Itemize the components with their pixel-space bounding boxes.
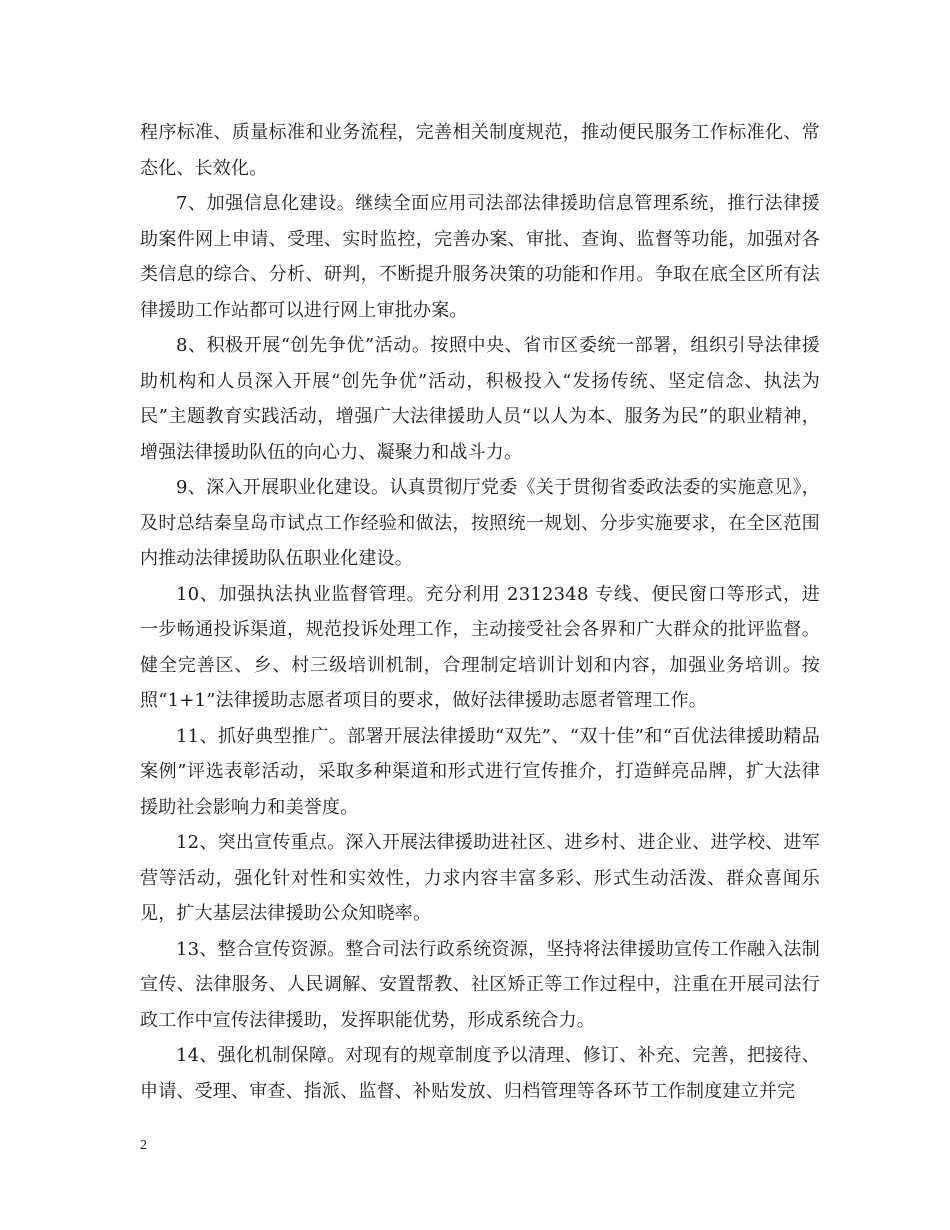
text-line: 对各类信息的综合、分析、研判，不断提升服务决策的功能和作用。争取在底全区: [140, 228, 821, 285]
paragraph-p9: [140, 470, 820, 577]
text-line: 14、强化机制保障。对现有的规章制度予以清理、修订、补充、完善，把接待、: [176, 1045, 820, 1066]
text-line: 12、突出宣传重点。深入开展法律援助进社区、进乡村、进企业、进学校、进: [176, 832, 802, 853]
paragraph-p8: [140, 328, 820, 470]
text-line: 7、加强信息化建设。继续全面应用司法部法律援助信息管理系统，推行法律: [176, 193, 802, 214]
text-line: 常态化、长效化。: [140, 122, 820, 179]
text-line: 职业精神，增强法律援助队伍的向心力、凝聚力和战斗力。: [140, 406, 820, 463]
text-line: 步畅通投诉渠道，规范投诉处理工作，主动接受社会各界和广大群众的批评监督。: [158, 619, 820, 640]
text-line: 法行政工作中宣传法律援助，发挥职能优势，形成系统合力。: [140, 974, 821, 1031]
text-line: 扩大法律援助社会影响力和美誉度。: [140, 761, 820, 818]
paragraph-p14: [140, 1038, 820, 1109]
text-line: 所有法律援助工作站都可以进行网上审批办案。: [140, 264, 820, 321]
text-line: 申请、受理、审查、指派、监督、补贴发放、归档管理等各环节工作制度建立并完: [140, 1080, 796, 1102]
text-line: 见》，及时总结秦皇岛市试点工作经验和做法，按照统一规划、分步实施要求，在: [140, 477, 820, 534]
text-line: 乐见，扩大基层法律援助公众知晓率。: [140, 867, 820, 924]
text-line: 制宣传、法律服务、人民调解、安置帮教、社区矫正等工作过程中，注重在开展司: [140, 938, 820, 995]
text-line: 军营等活动，强化针对性和实效性，力求内容丰富多彩、形式生动活泼、群众喜闻: [140, 832, 820, 889]
text-line: 律援助机构和人员深入开展“创先争优”活动，积极投入“发扬传统、坚定信念、: [140, 335, 821, 392]
paragraph-cont: [140, 115, 820, 186]
text-line: 11、抓好典型推广。部署开展法律援助“双先”、“双十佳”和“百优法律援: [176, 725, 765, 747]
text-line: 健全完善区、乡、村三级培训机制，合理制定培训计划和内容，加强业务培训。按: [140, 654, 820, 676]
text-line: 10、加强执法执业监督管理。充分利用 2312348 专线、便民窗口等形式，进一: [140, 583, 820, 640]
text-line: 照“1+1”法律援助志愿者项目的要求，做好法律援助志愿者管理工作。: [140, 690, 707, 711]
text-line: 援助案件网上申请、受理、实时监控，完善办案、审批、查询、监督等功能，加强: [140, 193, 820, 250]
text-line: 9、深入开展职业化建设。认真贯彻厅党委《关于贯彻省委政法委的实施意: [176, 477, 775, 498]
text-line: 执法为民”主题教育实践活动，增强广大法律援助人员“以人为本、服务为民”的: [140, 370, 820, 427]
text-line: 全区范围内推动法律援助队伍职业化建设。: [140, 512, 820, 569]
text-line: 8、积极开展“创先争优”活动。按照中央、省市区委统一部署，组织引导法: [176, 335, 784, 356]
text-line: 助精品案例”评选表彰活动，采取多种渠道和形式进行宣传推介，打造鲜亮品牌，: [140, 725, 820, 782]
text-line: 13、整合宣传资源。整合司法行政系统资源，坚持将法律援助宣传工作融入法: [176, 938, 802, 960]
paragraph-p13: [140, 932, 820, 1039]
paragraph-p10: [140, 577, 820, 719]
document-body: [140, 115, 820, 1109]
text-line: 程序标准、质量标准和业务流程，完善相关制度规范，推动便民服务工作标准化、: [140, 122, 802, 143]
paragraph-p11: [140, 719, 820, 826]
page-number: 2: [140, 1138, 147, 1153]
paragraph-p7: [140, 186, 820, 328]
paragraph-p12: [140, 825, 820, 932]
